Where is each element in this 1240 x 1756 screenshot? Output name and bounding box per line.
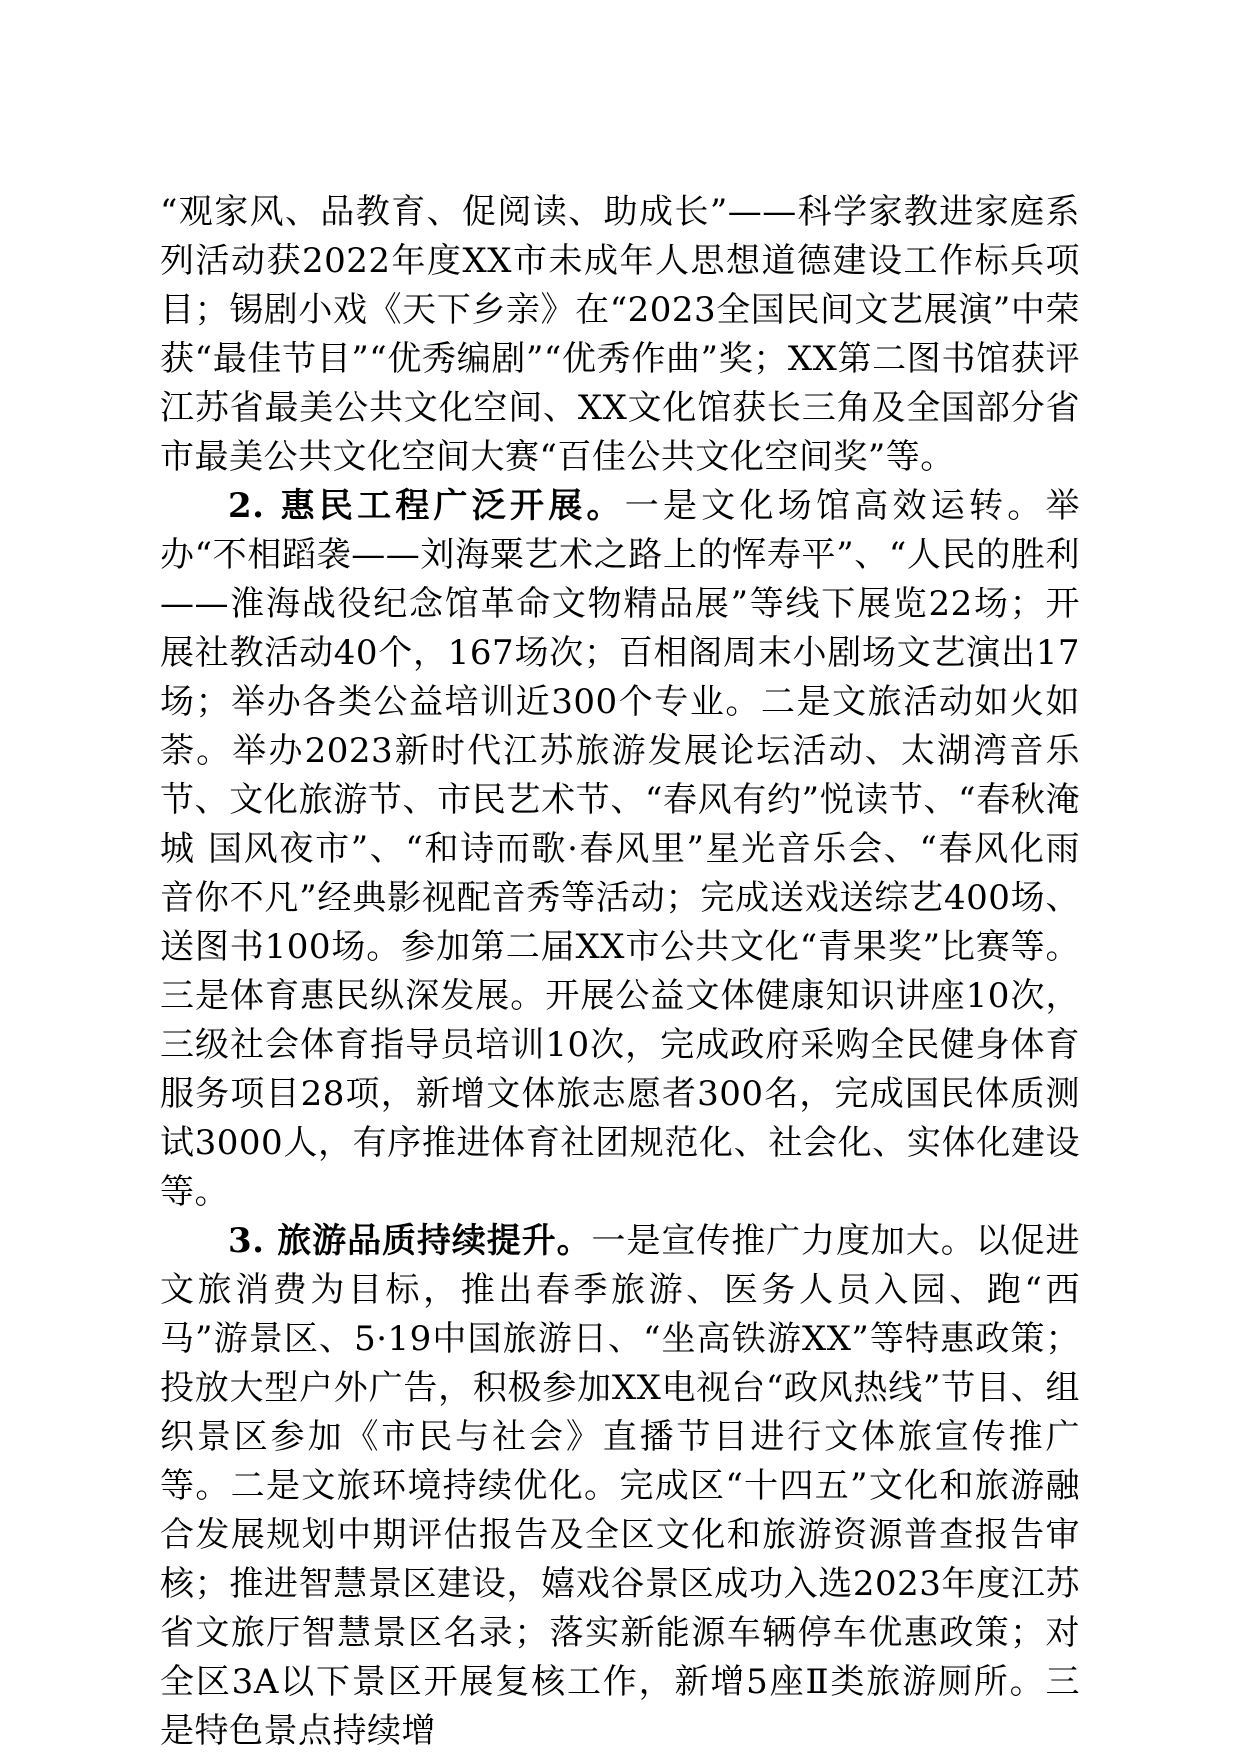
paragraph-awards bbox=[160, 188, 1080, 482]
paragraph-body: “观家风、品教育、促阅读、助成长”——科学家教进家庭系列活动获2022年度XX市未成年人思想道德建设工作标兵项目；锡剧小戏《天下乡亲》在“2023全国民间文艺展演”中荣获“最佳节目”“优秀编剧”“优秀作曲”奖；XX第二图书馆获评江苏省最美公共文化空间、XX文化馆获长三角及全国部分省市最美公共文化空间大赛“百佳公共文化空间奖”等。 bbox=[160, 192, 1080, 477]
section-heading: 2. 惠民工程广泛开展。 bbox=[228, 486, 625, 526]
paragraph-body: 一是文化场馆高效运转。举办“不相蹈袭——刘海粟艺术之路上的恽寿平”、“人民的胜利——淮海战役纪念馆革命文物精品展”等线下展览22场；开展社教活动40个，167场次；百相阁周末小剧场文艺演出17场；举办各类公益培训近300个专业。二是文旅活动如火如荼。举办2023新时代江苏旅游发展论坛活动、太湖湾音乐节、文化旅游节、市民艺术节、“春风有约”悦读节、“春秋淹城 国风夜市”、“和诗而歌·春风里”星光音乐会、“春风化雨 音你不凡”经典影视配音秀等活动；完成送戏送综艺400场、送图书100场。参加第二届XX市公共文化“青果奖”比赛等。三是体育惠民纵深发展。开展公益文体健康知识讲座10次，三级社会体育指导员培训10次，完成政府采购全民健身体育服务项目28项，新增文体旅志愿者300名，完成国民体质测试3000人，有序推进体育社团规范化、社会化、实体化建设等。 bbox=[160, 486, 1080, 1212]
paragraph-body: 一是宣传推广力度加大。以促进文旅消费为目标，推出春季旅游、医务人员入园、跑“西马”游景区、5·19中国旅游日、“坐高铁游XX”等特惠政策；投放大型户外广告，积极参加XX电视台“政风热线”节目、组织景区参加《市民与社会》直播节目进行文体旅宣传推广等。二是文旅环境持续优化。完成区“十四五”文化和旅游融合发展规划中期评估报告及全区文化和旅游资源普查报告审核；推进智慧景区建设，嬉戏谷景区成功入选2023年度江苏省文旅厅智慧景区名录；落实新能源车辆停车优惠政策；对全区3A以下景区开展复核工作，新增5座Ⅱ类旅游厕所。三是特色景点持续增 bbox=[160, 1221, 1080, 1751]
paragraph-tourism-quality bbox=[160, 1217, 1080, 1756]
paragraph-public-welfare bbox=[160, 482, 1080, 1217]
section-heading: 3. 旅游品质持续提升。 bbox=[228, 1221, 592, 1261]
document-page bbox=[160, 188, 1080, 1756]
